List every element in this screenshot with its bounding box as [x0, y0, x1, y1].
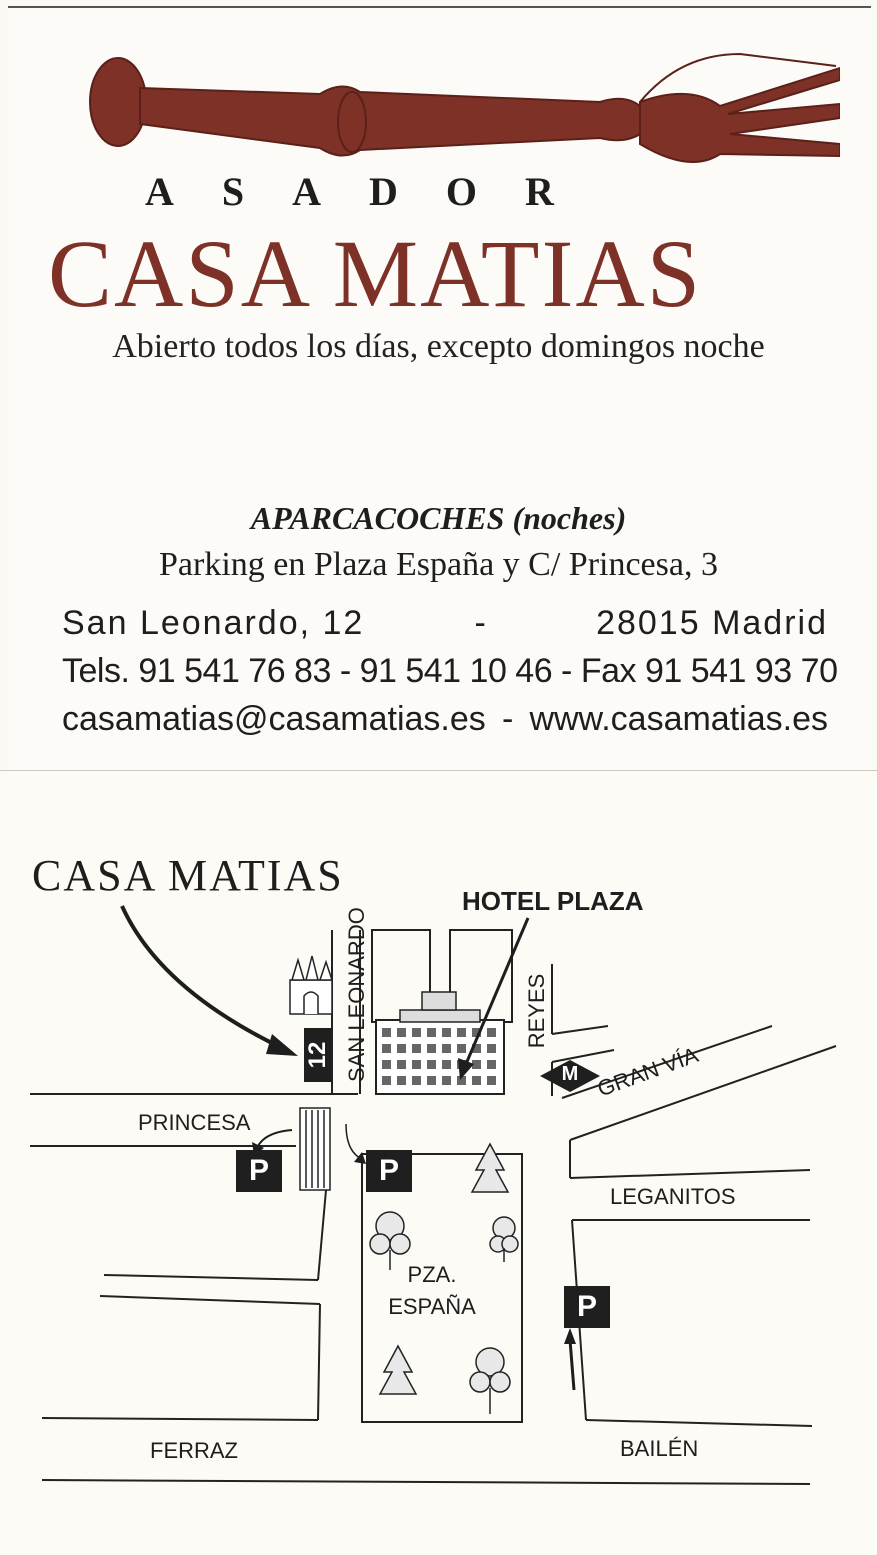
hotel-building-icon — [376, 992, 504, 1094]
church-icon — [290, 956, 332, 1014]
address-dash: - — [474, 604, 486, 642]
valet-service: APARCACOCHES (noches) — [250, 500, 627, 536]
online-dash: - — [501, 700, 514, 738]
opening-hours: Abierto todos los días, excepto domingos noche — [112, 328, 765, 365]
street-ferraz: FERRAZ — [150, 1438, 238, 1463]
restaurant-name: CASA MATIAS — [48, 220, 703, 327]
plaza-label-line1: PZA. — [407, 1262, 457, 1287]
street-number-sign — [304, 1028, 332, 1082]
street-princesa: PRINCESA — [138, 1110, 251, 1135]
website-link[interactable]: www.casamatias.es — [529, 700, 828, 738]
map-hotel-label: HOTEL PLAZA — [462, 886, 644, 916]
postcode-city: 28015 Madrid — [596, 604, 828, 642]
restaurant-arrow — [122, 906, 286, 1050]
parking-sign-bailen: P — [564, 1286, 610, 1328]
parking-sign-princesa: P — [236, 1150, 282, 1192]
metro-label: M — [561, 1063, 579, 1085]
parking-info: Parking en Plaza España y C/ Princesa, 3 — [159, 546, 718, 583]
street-number: 12 — [304, 1041, 331, 1069]
phone-numbers: Tels. 91 541 76 83 - 91 541 10 46 - Fax 91 541 93 70 — [62, 652, 838, 690]
email-link[interactable]: casamatias@casamatias.es — [62, 700, 486, 738]
street-gran-via: GRAN VÍA — [594, 1042, 702, 1102]
street-reyes: REYES — [524, 973, 549, 1049]
plaza-label-line2: ESPAÑA — [388, 1294, 476, 1319]
street-san-leonardo: SAN LEONARDO — [344, 907, 369, 1082]
tower-building-icon — [300, 1108, 330, 1190]
map-restaurant-label: CASA MATIAS — [32, 851, 344, 900]
street-address: San Leonardo, 12 — [62, 604, 365, 642]
parking-sign-plaza: P — [366, 1150, 412, 1192]
street-leganitos: LEGANITOS — [610, 1184, 736, 1209]
street-bailen: BAILÉN — [620, 1436, 699, 1461]
asador-subtitle: ASADOR — [145, 169, 602, 214]
